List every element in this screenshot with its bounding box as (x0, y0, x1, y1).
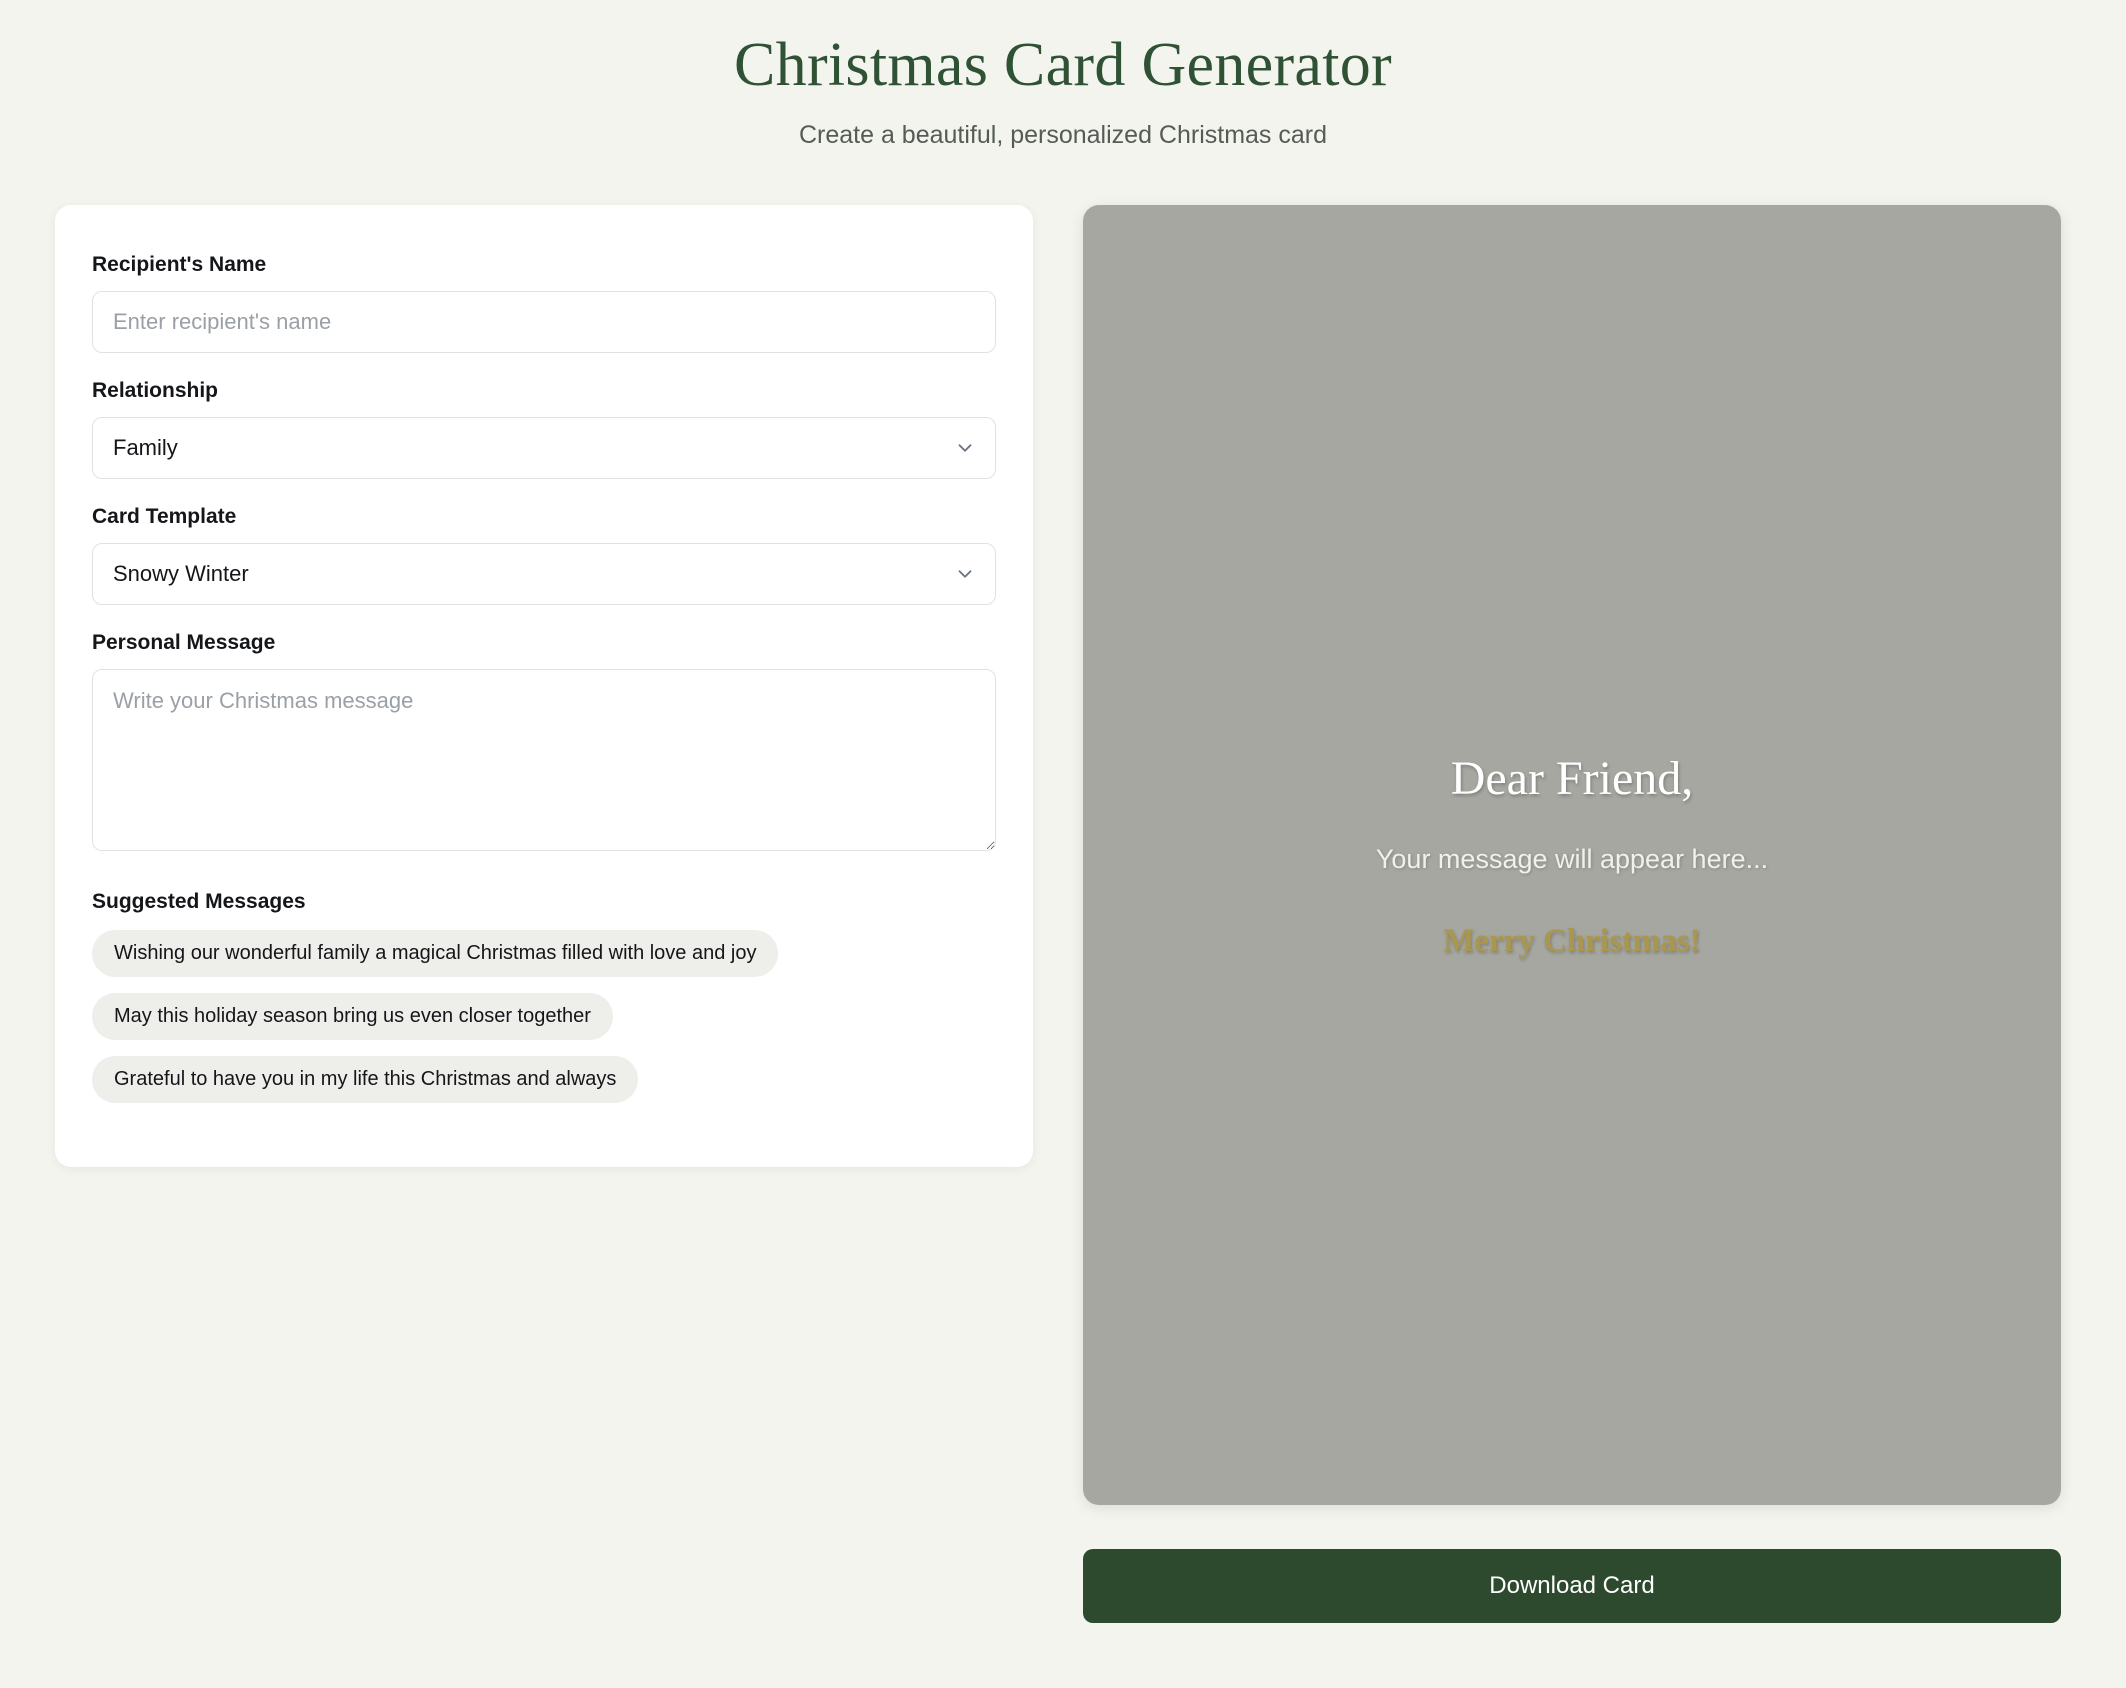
recipient-label: Recipient's Name (92, 253, 267, 276)
message-field-group (92, 631, 996, 856)
page-header (0, 0, 2126, 150)
download-card-button[interactable]: Download Card (1083, 1549, 2061, 1623)
personal-message-textarea[interactable] (92, 669, 996, 851)
suggestion-chip[interactable]: May this holiday season bring us even closer together (92, 993, 613, 1040)
page-title: Christmas Card Generator (733, 31, 1393, 99)
suggestion-chip[interactable]: Grateful to have you in my life this Christmas and always (92, 1056, 638, 1103)
card-preview (1083, 205, 2061, 1505)
relationship-select[interactable]: Family (92, 417, 996, 479)
page-subtitle: Create a beautiful, personalized Christmas card (798, 121, 1328, 149)
suggestion-chip[interactable]: Wishing our wonderful family a magical Christmas filled with love and joy (92, 930, 778, 977)
suggested-messages-group (92, 890, 996, 1119)
suggestion-row (92, 930, 996, 993)
template-select-wrap (92, 543, 996, 605)
template-field-group (92, 505, 996, 605)
template-label: Card Template (92, 505, 237, 528)
relationship-select-wrap (92, 417, 996, 479)
recipient-name-input[interactable] (92, 291, 996, 353)
card-message-text: Your message will appear here... (1375, 843, 1769, 874)
recipient-field-group (92, 253, 996, 353)
suggestion-row (92, 993, 996, 1056)
card-form-panel (55, 205, 1033, 1167)
personal-message-label: Personal Message (92, 631, 276, 654)
main-layout (0, 150, 2126, 1623)
card-greeting-text: Dear Friend, (1450, 751, 1694, 805)
card-signoff-text: Merry Christmas! (1443, 922, 1701, 959)
preview-panel (1083, 205, 2061, 1623)
relationship-field-group (92, 379, 996, 479)
suggested-messages-label: Suggested Messages (92, 890, 306, 913)
suggestion-row (92, 1056, 996, 1119)
card-template-select[interactable]: Snowy Winter (92, 543, 996, 605)
relationship-label: Relationship (92, 379, 219, 402)
